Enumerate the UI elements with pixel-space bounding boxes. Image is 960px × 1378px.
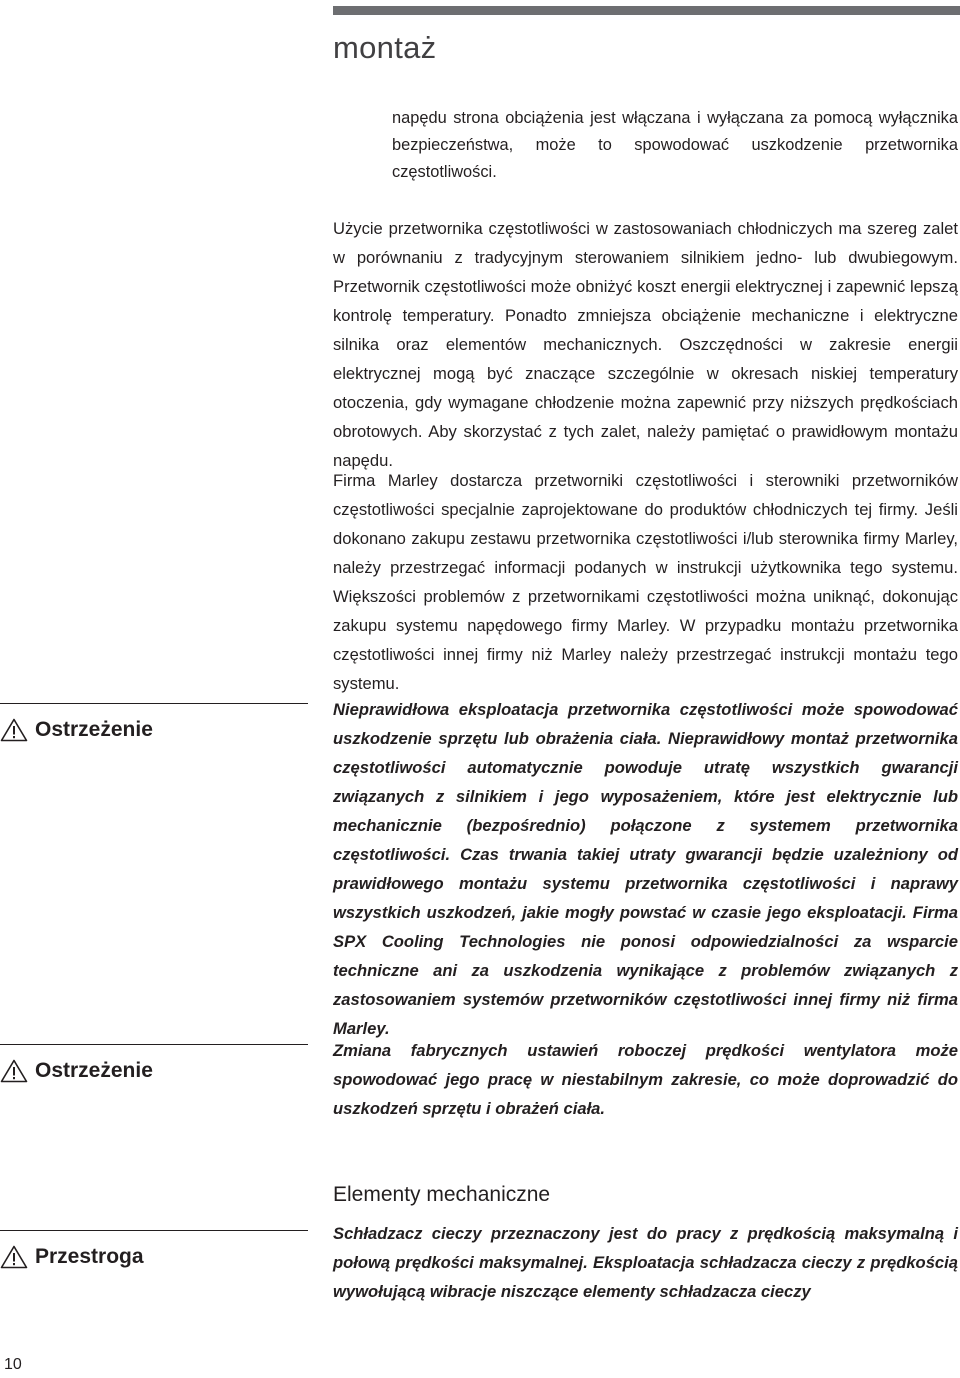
warning-label-text: Ostrzeżenie bbox=[35, 1059, 153, 1082]
warning-label-text: Ostrzeżenie bbox=[35, 718, 153, 741]
warning-triangle-icon bbox=[0, 1059, 28, 1083]
warning-triangle-icon bbox=[0, 1245, 28, 1269]
intro-continuation-paragraph: napędu strona obciążenia jest włączana i wyłączana za pomocą wyłącznika bezpieczeństwa, może to spowodować uszkodzenie przetwornika częstotliwości. bbox=[392, 109, 958, 181]
warning-label-2 bbox=[0, 1044, 308, 1083]
caution-label bbox=[0, 1230, 308, 1269]
top-rule bbox=[333, 6, 960, 15]
caution-label-text: Przestroga bbox=[35, 1245, 144, 1268]
page-number: 10 bbox=[4, 1356, 22, 1373]
body-paragraph-2: Firma Marley dostarcza przetworniki częstotliwości i sterowniki przetworników częstotliwości specjalnie zaprojektowane do produktów chłodniczych tej firmy. Jeśli dokonano zakupu zestawu przetwornika częstotliwości i/lub sterownika firmy Marley, należy przestrzegać informacji podanych w instrukcji użytkownika tego systemu. Większości problemów z przetwornikami częstotliwości można uniknąć, dokonując zakupu systemu napędowego firmy Marley. W przypadku montażu przetwornika częstotliwości innej firmy niż Marley należy przestrzegać instrukcji montażu tego systemu. bbox=[333, 471, 958, 693]
warning-text-1: Nieprawidłowa eksploatacja przetwornika częstotliwości może spowodować uszkodzenie sprzętu lub obrażenia ciała. Nieprawidłowy montaż przetwornika częstotliwości automatycznie powoduje utratę wszystkich gwarancji związanych z silnikiem i jego wyposażeniem, które jest elektrycznie lub mechanicznie (bezpośrednio) połączone z systemem przetwornika częstotliwości. Czas trwania takiej utraty gwarancji będzie uzależniony od prawidłowego montażu systemu przetwornika częstotliwości i naprawy wszystkich uszkodzeń, jakie mogły powstać w czasie jego eksploatacji. Firma SPX Cooling Technologies nie ponosi odpowiedzialności za wsparcie techniczne ani za uszkodzenia wynikające z problemów związanych z zastosowaniem systemów przetworników częstotliwości innej firmy niż firma Marley. bbox=[333, 700, 958, 1038]
warning-triangle-icon bbox=[0, 718, 28, 742]
section-title: montaż bbox=[333, 30, 437, 65]
warning-label-1 bbox=[0, 703, 308, 742]
body-paragraph-1: Użycie przetwornika częstotliwości w zastosowaniach chłodniczych ma szereg zalet w porównaniu z tradycyjnym sterowaniem silnikiem jedno- lub dwubiegowym. Przetwornik częstotliwości może obniżyć koszt energii elektrycznej i zapewnić lepszą kontrolę temperatury. Ponadto zmniejsza obciążenie mechaniczne i elektryczne silnika oraz elementów mechanicznych. Oszczędności w zakresie energii elektrycznej mogą być znaczące szczególnie w okresach niskiej temperatury otoczenia, gdy wymagane chłodzenie można zapewnić przy niższych prędkościach obrotowych. Aby skorzystać z tych zalet, należy pamiętać o prawidłowym montażu napędu. bbox=[333, 219, 958, 470]
mechanical-section-heading: Elementy mechaniczne bbox=[333, 1183, 551, 1206]
warning-text-2: Zmiana fabrycznych ustawień roboczej prędkości wentylatora może spowodować jego pracę w niestabilnym zakresie, co może doprowadzić do uszkodzeń sprzętu i obrażeń ciała. bbox=[333, 1041, 958, 1118]
caution-text: Schładzacz cieczy przeznaczony jest do pracy z prędkością maksymalną i połową prędkości maksymalnej. Eksploatacja schładzacza cieczy z prędkością wywołującą wibracje niszczące elementy schładzacza cieczy bbox=[333, 1224, 958, 1301]
